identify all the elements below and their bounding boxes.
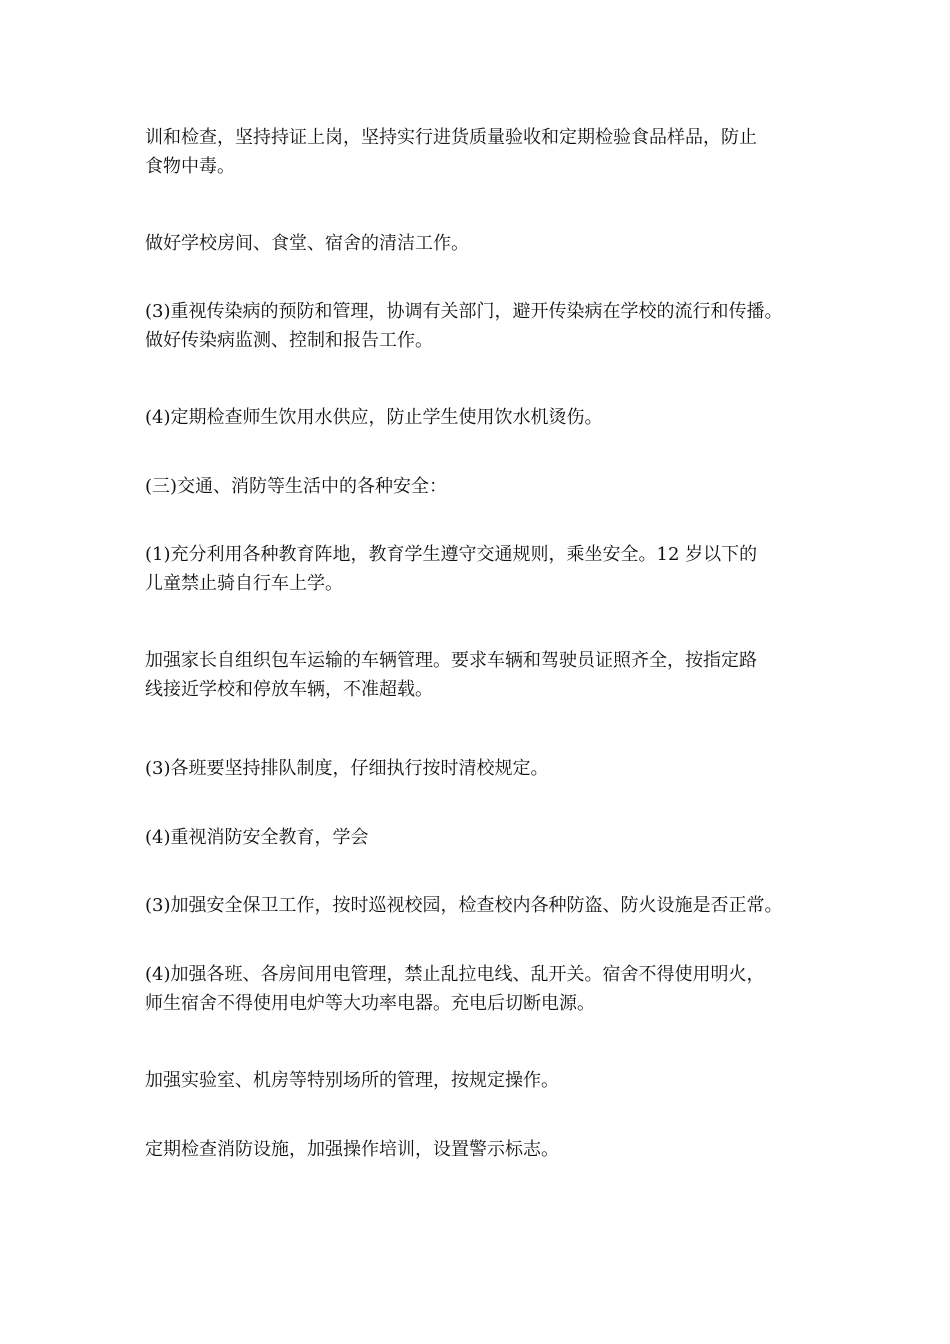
paragraph-lab-management — [145, 1066, 825, 1095]
paragraph-line: 食物中毒。 — [145, 156, 235, 177]
paragraph-vehicle-management — [145, 646, 825, 704]
paragraph-line: 训和检查，坚持持证上岗，坚持实行进货质量验收和定期检验食品样品，防止 — [145, 127, 757, 148]
paragraph-fire-education — [145, 823, 825, 852]
paragraph-line: (1)充分利用各种教育阵地，教育学生遵守交通规则，乘坐安全。12 岁以下的 — [145, 544, 758, 565]
paragraph-line: 定期检查消防设施，加强操作培训，设置警示标志。 — [145, 1139, 559, 1160]
paragraph-traffic-rules — [145, 540, 825, 598]
paragraph-fire-facilities — [145, 1135, 825, 1164]
paragraph-line: 加强家长自组织包车运输的车辆管理。要求车辆和驾驶员证照齐全，按指定路 — [145, 650, 757, 671]
paragraph-line: 师生宿舍不得使用电炉等大功率电器。充电后切断电源。 — [145, 993, 595, 1014]
paragraph-line: 儿童禁止骑自行车上学。 — [145, 573, 343, 594]
paragraph-queue-system — [145, 754, 825, 783]
paragraph-line: (3)各班要坚持排队制度，仔细执行按时清校规定。 — [145, 758, 549, 779]
paragraph-line: (4)加强各班、各房间用电管理，禁止乱拉电线、乱开关。宿舍不得使用明火， — [145, 964, 765, 985]
paragraph-line: (4)定期检查师生饮用水供应，防止学生使用饮水机烫伤。 — [145, 407, 603, 428]
paragraph-line: (4)重视消防安全教育，学会 — [145, 827, 369, 848]
paragraph-security-patrol — [145, 891, 825, 920]
paragraph-drinking-water — [145, 403, 825, 432]
paragraph-line: 做好学校房间、食堂、宿舍的清洁工作。 — [145, 233, 469, 254]
paragraph-line: 做好传染病监测、控制和报告工作。 — [145, 330, 433, 351]
paragraph-line: (3)加强安全保卫工作，按时巡视校园，检查校内各种防盗、防火设施是否正常。 — [145, 895, 783, 916]
section-heading-traffic-fire — [145, 472, 825, 501]
paragraph-electricity-management — [145, 960, 825, 1018]
paragraph-line: (3)重视传染病的预防和管理，协调有关部门，避开传染病在学校的流行和传播。 — [145, 301, 783, 322]
paragraph-line: 线接近学校和停放车辆，不准超载。 — [145, 679, 433, 700]
paragraph-line: (三)交通、消防等生活中的各种安全： — [145, 476, 448, 497]
paragraph-cleaning — [145, 229, 825, 258]
paragraph-food-safety — [145, 123, 825, 181]
paragraph-line: 加强实验室、机房等特别场所的管理，按规定操作。 — [145, 1070, 559, 1091]
paragraph-disease-prevention — [145, 297, 825, 355]
